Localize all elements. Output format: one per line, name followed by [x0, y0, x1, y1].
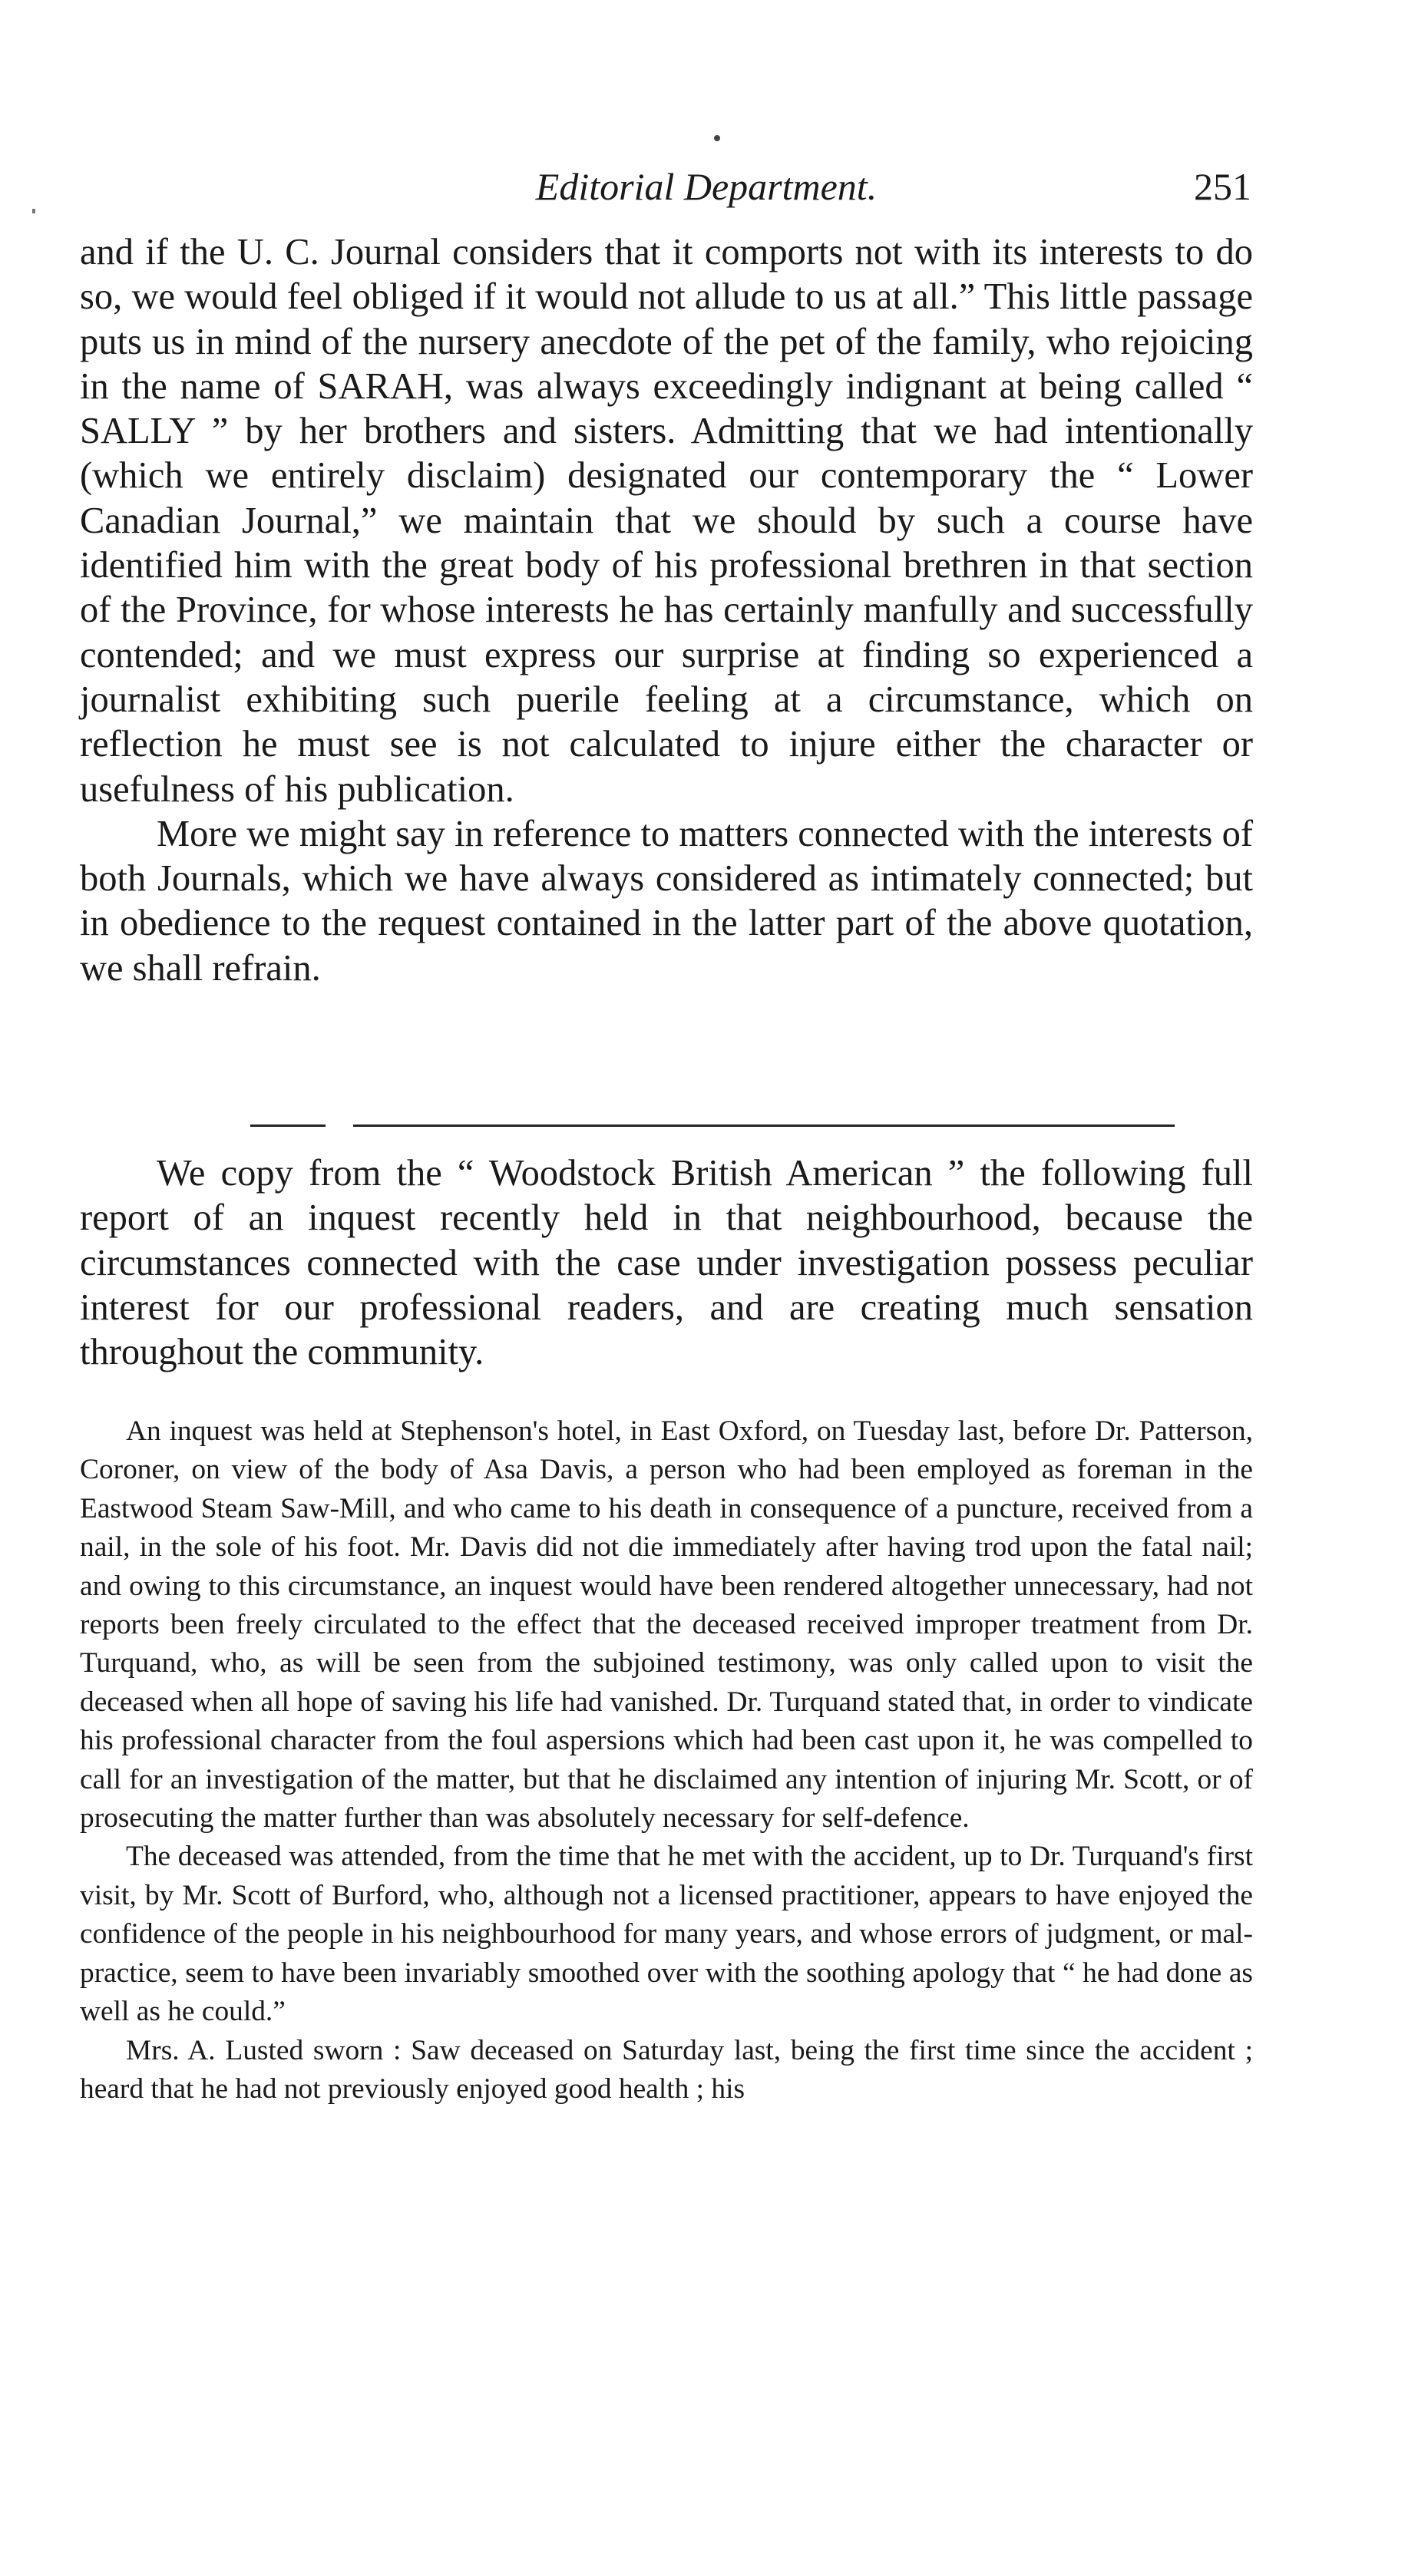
section-separator	[353, 1125, 1175, 1127]
inquest-report	[80, 1412, 1253, 2109]
paragraph: The deceased was attended, from the time that he met with the accident, up to Dr. Turquand's first visit, by Mr. Scott of Burford, who, although not a licensed practitioner, appears to have enjoyed the confidence of the people in his neighbourhood for many years, and whose errors of judgment, or mal-practice, seem to have been invariably smoothed over with the soothing apology that “ he had done as well as he could.”	[80, 1841, 1253, 2028]
editorial-article	[80, 230, 1253, 991]
section-separator	[250, 1125, 326, 1127]
margin-mark	[32, 209, 35, 213]
inquest-introduction	[80, 1151, 1253, 1375]
page-number: 251	[1194, 165, 1251, 208]
page-header	[253, 161, 1251, 215]
printer-mark	[714, 135, 720, 141]
running-title: Editorial Department.	[535, 165, 878, 208]
paragraph: We copy from the “ Woodstock British American ” the following full report of an inquest recently held in that neighbourhood, because the circumstances connected with the case under investigation possess peculiar interest for our professional readers, and are creating much sensation throughout the community.	[80, 1153, 1253, 1373]
paragraph: Mrs. A. Lusted sworn : Saw deceased on Saturday last, being the first time since the accident ; heard that he had not previously enjoyed good health ; his	[80, 2034, 1253, 2105]
paragraph: More we might say in reference to matters connected with the interests of both Journals, which we have always considered as intimately connected; but in obedience to the request contained in the latter part of the above quotation, we shall refrain.	[80, 813, 1253, 989]
paragraph: and if the U. C. Journal considers that it comports not with its interests to do so, we would feel obliged if it would not allude to us at all.” This little passage puts us in mind of the nursery anecdote of the pet of the family, who rejoicing in the name of SARAH, was always exceedingly indignant at being called “ SALLY ” by her brothers and sisters. Admitting that we had intentionally (which we entirely disclaim) designated our contemporary the “ Lower Canadian Journal,” we maintain that we should by such a course have identified him with the great body of his professional brethren in that section of the Province, for whose interests he has certainly manfully and successfully contended; and we must express our surprise at finding so experienced a journalist exhibiting such puerile feeling at a circumstance, which on reflection he must see is not calculated to injure either the character or usefulness of his publication.	[80, 232, 1253, 810]
paragraph: An inquest was held at Stephenson's hotel, in East Oxford, on Tuesday last, before Dr. Patterson, Coroner, on view of the body of Asa Davis, a person who had been employed as foreman in the Eastwood Steam Saw-Mill, and who came to his death in consequence of a puncture, received from a nail, in the sole of his foot. Mr. Davis did not die immediately after having trod upon the fatal nail; and owing to this circumstance, an inquest would have been rendered altogether unnecessary, had not reports been freely circulated to the effect that the deceased received improper treatment from Dr. Turquand, who, as will be seen from the subjoined testimony, was only called upon to visit the deceased when all hope of saving his life had vanished. Dr. Turquand stated that, in order to vindicate his professional character from the foul aspersions which had been cast upon it, he was compelled to call for an investigation of the matter, but that he disclaimed any intention of injuring Mr. Scott, or of prosecuting the matter further than was absolutely necessary for self-defence.	[80, 1415, 1253, 1835]
